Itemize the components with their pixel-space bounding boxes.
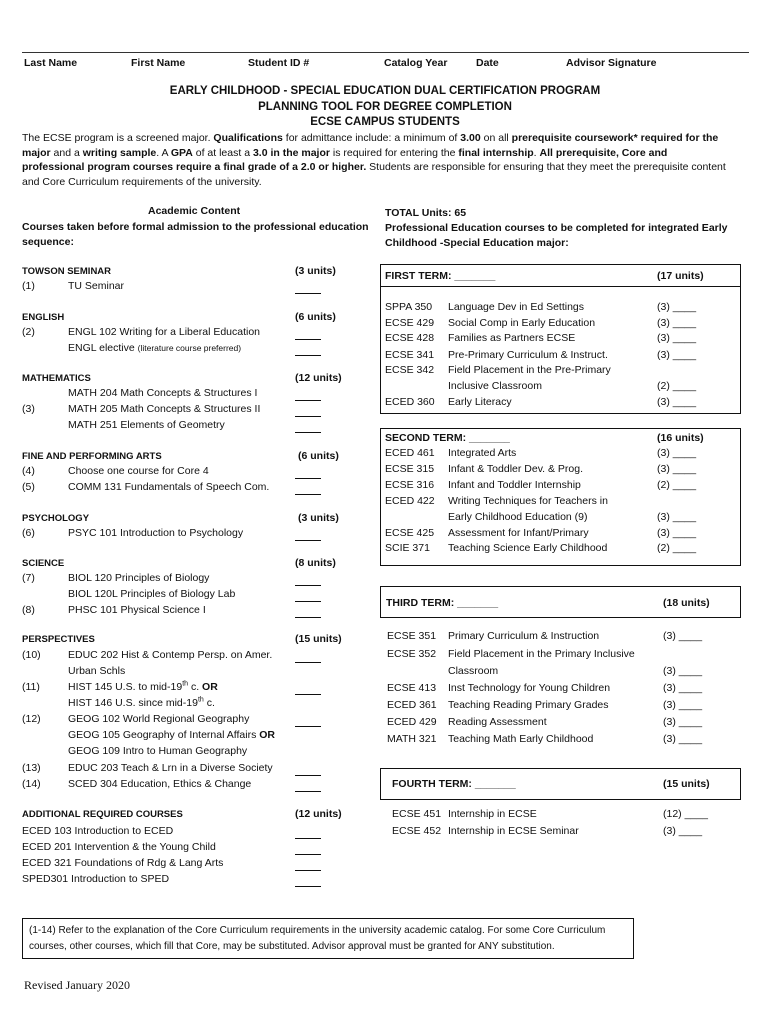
course-sced-304: SCED 304 Education, Ethics & Change bbox=[68, 778, 252, 790]
course-number: (10) bbox=[22, 649, 41, 661]
course-name: Families as Partners ECSE bbox=[448, 332, 576, 344]
planning-tool-title: PLANNING TOOL FOR DEGREE COMPLETION bbox=[258, 101, 512, 113]
course-math-205: MATH 205 Math Concepts & Structures II bbox=[68, 403, 261, 415]
course-credits: (12) ____ bbox=[663, 808, 708, 820]
course-educ-202-cont: Urban Schls bbox=[68, 665, 126, 677]
second-term-box bbox=[380, 428, 741, 566]
course-credits: (3) ____ bbox=[657, 349, 697, 361]
date-label: Date bbox=[476, 57, 499, 69]
last-name-label: Last Name bbox=[24, 57, 78, 69]
grade-line bbox=[295, 585, 321, 586]
course-phsc-101: PHSC 101 Physical Science I bbox=[68, 604, 206, 616]
grade-line bbox=[295, 478, 321, 479]
course-geog-109: GEOG 109 Intro to Human Geography bbox=[68, 745, 248, 757]
course-code: ECSE 428 bbox=[385, 332, 435, 344]
course-credits: (2) ____ bbox=[657, 542, 697, 554]
grade-line bbox=[295, 838, 321, 839]
course-engl-elective: ENGL elective (literature course preferred) bbox=[68, 342, 242, 354]
course-name: Field Placement in the Pre-Primary bbox=[448, 364, 611, 376]
course-code: ECED 360 bbox=[385, 396, 435, 408]
course-number: (5) bbox=[22, 481, 35, 493]
course-code: ECED 422 bbox=[385, 495, 435, 507]
first-name-label: First Name bbox=[131, 57, 186, 69]
course-biol-120: BIOL 120 Principles of Biology bbox=[68, 572, 210, 584]
course-code: SCIE 371 bbox=[385, 542, 430, 554]
course-name: Social Comp in Early Education bbox=[448, 317, 596, 329]
course-credits: (3) ____ bbox=[657, 332, 697, 344]
third-term-units: (18 units) bbox=[663, 597, 710, 609]
grade-line bbox=[295, 662, 321, 663]
course-number: (1) bbox=[22, 280, 35, 292]
course-name: Reading Assessment bbox=[448, 716, 547, 728]
course-credits: (2) ____ bbox=[657, 479, 697, 491]
course-code: ECSE 429 bbox=[385, 317, 435, 329]
course-code: SPPA 350 bbox=[385, 301, 433, 313]
course-name: Primary Curriculum & Instruction bbox=[448, 630, 600, 642]
grade-line bbox=[295, 791, 321, 792]
course-code: ECSE 352 bbox=[387, 648, 437, 660]
grade-line bbox=[295, 432, 321, 433]
grade-line bbox=[295, 494, 321, 495]
course-core-4: Choose one course for Core 4 bbox=[68, 465, 209, 477]
course-number: (13) bbox=[22, 762, 41, 774]
section-perspectives: PERSPECTIVES bbox=[22, 634, 95, 645]
units-fine-arts: (6 units) bbox=[298, 450, 339, 462]
course-code: ECSE 452 bbox=[392, 825, 442, 837]
course-name: Integrated Arts bbox=[448, 447, 517, 459]
course-credits: (3) ____ bbox=[663, 682, 703, 694]
grade-line bbox=[295, 293, 321, 294]
course-code: ECSE 341 bbox=[385, 349, 435, 361]
course-name: Classroom bbox=[448, 665, 499, 677]
course-code: MATH 321 bbox=[387, 733, 437, 745]
course-code: ECED 461 bbox=[385, 447, 435, 459]
course-name: Writing Techniques for Teachers in bbox=[448, 495, 608, 507]
course-geog-102: GEOG 102 World Regional Geography bbox=[68, 713, 250, 725]
section-towson-seminar: TOWSON SEMINAR bbox=[22, 266, 112, 277]
second-term-title: SECOND TERM: _______ bbox=[385, 432, 510, 444]
section-fine-arts: FINE AND PERFORMING ARTS bbox=[22, 451, 162, 462]
academic-content-heading: Academic Content bbox=[148, 205, 241, 217]
course-math-251: MATH 251 Elements of Geometry bbox=[68, 419, 225, 431]
grade-line bbox=[295, 355, 321, 356]
third-term-title: THIRD TERM: _______ bbox=[386, 597, 499, 609]
course-name: Early Literacy bbox=[448, 396, 512, 408]
section-science: SCIENCE bbox=[22, 558, 65, 569]
grade-line bbox=[295, 775, 321, 776]
course-code: ECSE 351 bbox=[387, 630, 437, 642]
course-hist-146: HIST 146 U.S. since mid-19th c. bbox=[68, 696, 215, 709]
grade-line bbox=[295, 416, 321, 417]
fourth-term-units: (15 units) bbox=[663, 778, 710, 790]
units-psychology: (3 units) bbox=[298, 512, 339, 524]
core-curriculum-footnote: (1-14) Refer to the explanation of the Core Curriculum requirements in the university academic catalog. For some Core Curriculum courses, other courses, which fill that Core, may be substituted. Advisor approval must be granted for ANY substitution. bbox=[22, 918, 634, 959]
course-name: Field Placement in the Primary Inclusive bbox=[448, 648, 635, 660]
course-code: ECSE 425 bbox=[385, 527, 435, 539]
first-term-box bbox=[380, 264, 741, 414]
course-educ-203: EDUC 203 Teach & Lrn in a Diverse Society bbox=[68, 762, 273, 774]
course-number: (3) bbox=[22, 403, 35, 415]
course-code: ECSE 342 bbox=[385, 364, 435, 376]
grade-line bbox=[295, 339, 321, 340]
course-credits: (3) ____ bbox=[657, 527, 697, 539]
course-credits: (2) ____ bbox=[657, 380, 697, 392]
course-name: Teaching Math Early Childhood bbox=[448, 733, 594, 745]
advisor-signature-label: Advisor Signature bbox=[566, 57, 657, 69]
signature-line bbox=[22, 52, 749, 53]
section-additional-required: ADDITIONAL REQUIRED COURSES bbox=[22, 809, 183, 820]
course-code: ECSE 316 bbox=[385, 479, 435, 491]
course-credits: (3) ____ bbox=[657, 301, 697, 313]
course-number: (2) bbox=[22, 326, 35, 338]
course-comm-131: COMM 131 Fundamentals of Speech Com. bbox=[68, 481, 270, 493]
course-credits: (3) ____ bbox=[663, 716, 703, 728]
course-credits: (3) ____ bbox=[663, 825, 703, 837]
section-psychology: PSYCHOLOGY bbox=[22, 513, 90, 524]
course-credits: (3) ____ bbox=[663, 630, 703, 642]
grade-line bbox=[295, 601, 321, 602]
course-code: ECSE 413 bbox=[387, 682, 437, 694]
catalog-year-label: Catalog Year bbox=[384, 57, 448, 69]
first-term-units: (17 units) bbox=[657, 270, 704, 282]
grade-line bbox=[295, 400, 321, 401]
course-math-204: MATH 204 Math Concepts & Structures I bbox=[68, 387, 258, 399]
units-additional: (12 units) bbox=[295, 808, 342, 820]
course-number: (11) bbox=[22, 681, 40, 693]
units-science: (8 units) bbox=[295, 557, 336, 569]
revised-date: Revised January 2020 bbox=[24, 978, 130, 992]
course-number: (6) bbox=[22, 527, 35, 539]
course-geog-105: GEOG 105 Geography of Internal Affairs OR bbox=[68, 729, 275, 741]
course-name: Assessment for Infant/Primary bbox=[448, 527, 589, 539]
course-name: Teaching Science Early Childhood bbox=[448, 542, 608, 554]
grade-line bbox=[295, 886, 321, 887]
grade-line bbox=[295, 540, 321, 541]
course-hist-145: HIST 145 U.S. to mid-19th c. OR bbox=[68, 680, 218, 693]
course-tu-seminar: TU Seminar bbox=[68, 280, 125, 292]
course-name: Inst Technology for Young Children bbox=[448, 682, 611, 694]
course-number: (8) bbox=[22, 604, 35, 616]
course-name: Infant & Toddler Dev. & Prog. bbox=[448, 463, 584, 475]
course-eced-201: ECED 201 Intervention & the Young Child bbox=[22, 841, 216, 853]
course-engl-102: ENGL 102 Writing for a Liberal Education bbox=[68, 326, 261, 338]
course-credits: (3) ____ bbox=[663, 733, 703, 745]
fourth-term-title: FOURTH TERM: _______ bbox=[392, 778, 516, 790]
program-title: EARLY CHILDHOOD - SPECIAL EDUCATION DUAL CERTIFICATION PROGRAM bbox=[169, 85, 601, 97]
total-units: TOTAL Units: 65 bbox=[385, 207, 467, 219]
professional-courses-text: Professional Education courses to be completed for integrated Early bbox=[385, 222, 728, 234]
second-term-units: (16 units) bbox=[657, 432, 704, 444]
course-biol-120l: BIOL 120L Principles of Biology Lab bbox=[68, 588, 236, 600]
course-code: ECED 361 bbox=[387, 699, 437, 711]
course-educ-202: EDUC 202 Hist & Contemp Persp. on Amer. bbox=[68, 649, 273, 661]
third-term-box bbox=[380, 586, 741, 618]
course-credits: (3) ____ bbox=[657, 447, 697, 459]
course-name: Teaching Reading Primary Grades bbox=[448, 699, 609, 711]
course-number: (4) bbox=[22, 465, 35, 477]
course-name: Pre-Primary Curriculum & Instruct. bbox=[448, 349, 608, 361]
course-code: ECED 429 bbox=[387, 716, 437, 728]
course-name: Inclusive Classroom bbox=[448, 380, 542, 392]
units-math: (12 units) bbox=[295, 372, 342, 384]
course-credits: (3) ____ bbox=[663, 699, 703, 711]
grade-line bbox=[295, 617, 321, 618]
course-eced-103: ECED 103 Introduction to ECED bbox=[22, 825, 174, 837]
course-eced-321: ECED 321 Foundations of Rdg & Lang Arts bbox=[22, 857, 224, 869]
first-term-title: FIRST TERM: _______ bbox=[385, 270, 496, 282]
units-perspectives: (15 units) bbox=[295, 633, 342, 645]
course-name: Infant and Toddler Internship bbox=[448, 479, 581, 491]
course-number: (7) bbox=[22, 572, 35, 584]
section-mathematics: MATHEMATICS bbox=[22, 373, 91, 384]
course-code: ECSE 451 bbox=[392, 808, 442, 820]
grade-line bbox=[295, 854, 321, 855]
section-english: ENGLISH bbox=[22, 312, 65, 323]
courses-before-text: Courses taken before formal admission to the professional education bbox=[22, 221, 369, 233]
course-credits: (3) ____ bbox=[657, 396, 697, 408]
course-credits: (3) ____ bbox=[657, 511, 697, 523]
course-name: Language Dev in Ed Settings bbox=[448, 301, 585, 313]
student-id-label: Student ID # bbox=[248, 57, 310, 69]
course-name: Internship in ECSE Seminar bbox=[448, 825, 579, 837]
course-name: Internship in ECSE bbox=[448, 808, 537, 820]
course-number: (12) bbox=[22, 713, 41, 725]
grade-line bbox=[295, 726, 321, 727]
course-number: (14) bbox=[22, 778, 41, 790]
intro-paragraph: The ECSE program is a screened major. Qualifications for admittance include: a minimum of 3.00 on all prerequisite coursework* required for the major and a writing sample. A GPA of at least a 3.0 in the major is required for entering the final internship. All prerequisite, Core and professional program courses require a final grade of a 2.0 or higher. Students are responsible for ensuring that they meet the prerequisite content and Core Curriculum requirements of the university. bbox=[22, 132, 726, 188]
course-sped-301: SPED301 Introduction to SPED bbox=[22, 873, 170, 885]
course-psyc-101: PSYC 101 Introduction to Psychology bbox=[68, 527, 244, 539]
course-name: Early Childhood Education (9) bbox=[448, 511, 588, 523]
units-towson: (3 units) bbox=[295, 265, 336, 277]
courses-before-text-2: sequence: bbox=[22, 236, 74, 248]
course-credits: (3) ____ bbox=[657, 317, 697, 329]
campus-title: ECSE CAMPUS STUDENTS bbox=[310, 116, 460, 128]
grade-line bbox=[295, 694, 321, 695]
course-credits: (3) ____ bbox=[663, 665, 703, 677]
course-code: ECSE 315 bbox=[385, 463, 435, 475]
course-credits: (3) ____ bbox=[657, 463, 697, 475]
grade-line bbox=[295, 870, 321, 871]
units-english: (6 units) bbox=[295, 311, 336, 323]
professional-courses-text-2: Childhood -Special Education major: bbox=[385, 237, 569, 249]
fourth-term-box bbox=[380, 768, 741, 800]
term-divider bbox=[381, 286, 740, 287]
